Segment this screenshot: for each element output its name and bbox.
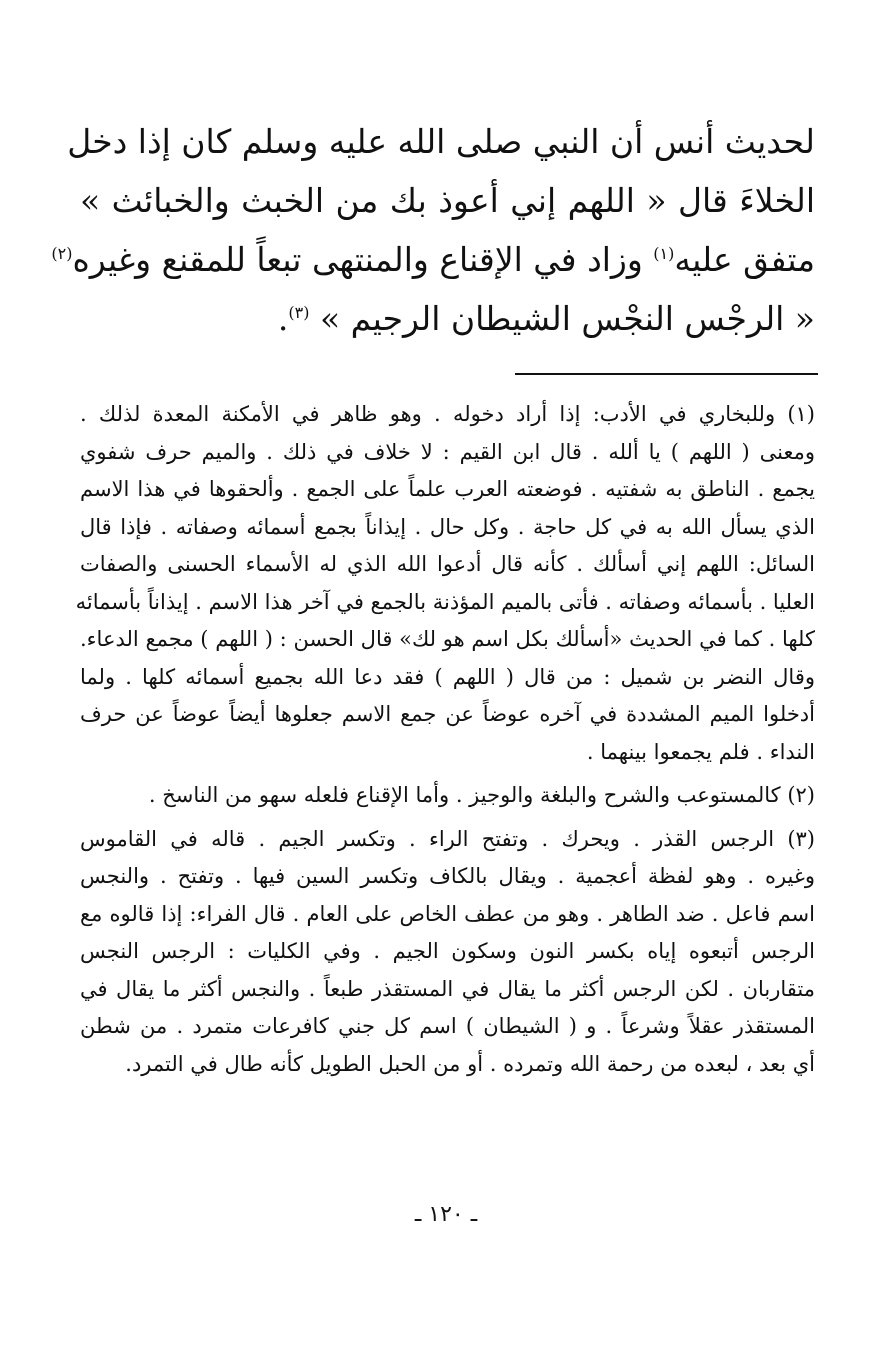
footnote-line: ومعنى ( اللهم ) يا ألله . قال ابن القيم : لا خلاف في ذلك . والميم حرف شفوي xyxy=(80,439,815,464)
footnote-line: متقاربان . لكن الرجس أكثر ما يقال في المستقذر طبعاً . والنجس أكثر ما يقال في xyxy=(80,976,815,1001)
footnote-line: السائل: اللهم إني أسألك . كأنه قال أدعوا الله الذي له الأسماء الحسنى والصفات xyxy=(80,552,815,576)
footnotes-block xyxy=(75,396,815,1089)
main-text-line xyxy=(51,230,815,289)
main-text-line-content: لحديث أنس أن النبي صلى الله عليه وسلم كان إذا دخل xyxy=(67,122,815,161)
main-text-line xyxy=(80,171,815,230)
main-text-line xyxy=(80,289,815,348)
footnote-line: العليا . بأسمائه وصفاته . فأتى بالميم المؤذنة بالجمع في آخر هذا الاسم . إيذاناً بأسمائه xyxy=(75,589,815,614)
footnote-line: يجمع . الناطق به شفتيه . فوضعته العرب علماً على الجمع . وألحقوها في هذا الاسم xyxy=(80,477,815,501)
main-text-segment: متفق عليه xyxy=(674,240,815,279)
footnote-3 xyxy=(80,821,815,1084)
main-text-segment: « الرجْس النجْس الشيطان الرجيم » xyxy=(309,299,815,338)
footnote-line: الذي يسأل الله به في كل حاجة . وكل حال . إيذاناً بجمع أسمائه وصفاته . فإذا قال xyxy=(80,514,815,539)
footnote-line: المستقذر عقلاً وشرعاً . و ( الشيطان ) اسم كل جني كافرعات متمرد . من شطن xyxy=(80,1014,815,1038)
footnote-line: (١) وللبخاري في الأدب: إذا أراد دخوله . وهو ظاهر في الأمكنة المعدة لذلك . xyxy=(80,402,815,426)
main-text-segment: . xyxy=(277,299,289,338)
main-text-line-content: الخلاءَ قال « اللهم إني أعوذ بك من الخبث والخبائث » xyxy=(80,181,815,220)
footnote-ref-2: (٢) xyxy=(51,244,73,263)
footnote-line: (٢) كالمستوعب والشرح والبلغة والوجيز . وأما الإقناع فلعله سهو من الناسخ . xyxy=(148,783,815,807)
footnote-line: وغيره . وهو لفظة أعجمية . ويقال بالكاف وتكسر السين فيها . وتفتح . والنجس xyxy=(80,864,815,888)
footnote-line: اسم فاعل . ضد الطاهر . وهو من عطف الخاص على العام . قال الفراء: إذا قالوه مع xyxy=(80,901,815,926)
footnote-line: كلها . كما في الحديث «أسألك بكل اسم هو لك» قال الحسن : ( اللهم ) مجمع الدعاء. xyxy=(80,627,815,651)
footnote-separator xyxy=(515,373,818,375)
main-text-block xyxy=(51,112,815,348)
footnote-line: (٣) الرجس القذر . ويحرك . وتفتح الراء . وتكسر الجيم . قاله في القاموس xyxy=(80,826,815,851)
main-text-line xyxy=(67,112,815,171)
footnote-1 xyxy=(75,396,815,771)
footnote-ref-3: (٣) xyxy=(288,303,310,322)
footnote-2 xyxy=(80,777,815,815)
main-text-segment: وزاد في الإقناع والمنتهى تبعاً للمقنع وغيره xyxy=(72,240,654,279)
footnote-line: النداء . فلم يجمعوا بينهما . xyxy=(586,739,815,764)
footnote-line: أدخلوا الميم المشددة في آخره عوضاً عن جمع الاسم جعلوها أيضاً عوضاً عن حرف xyxy=(80,702,815,726)
footnote-line: وقال النضر بن شميل : من قال ( اللهم ) فقد دعا الله بجميع أسمائه كلها . ولما xyxy=(80,664,815,689)
footnote-ref-1: (١) xyxy=(653,244,675,263)
footnote-line: أي بعد ، لبعده من رحمة الله وتمرده . أو من الحبل الطويل كأنه طال في التمرد. xyxy=(125,1051,815,1076)
footnote-line: الرجس أتبعوه إياه بكسر النون وسكون الجيم . وفي الكليات : الرجس النجس xyxy=(80,939,815,963)
page-number: ـ ١٢٠ ـ xyxy=(414,1202,478,1227)
